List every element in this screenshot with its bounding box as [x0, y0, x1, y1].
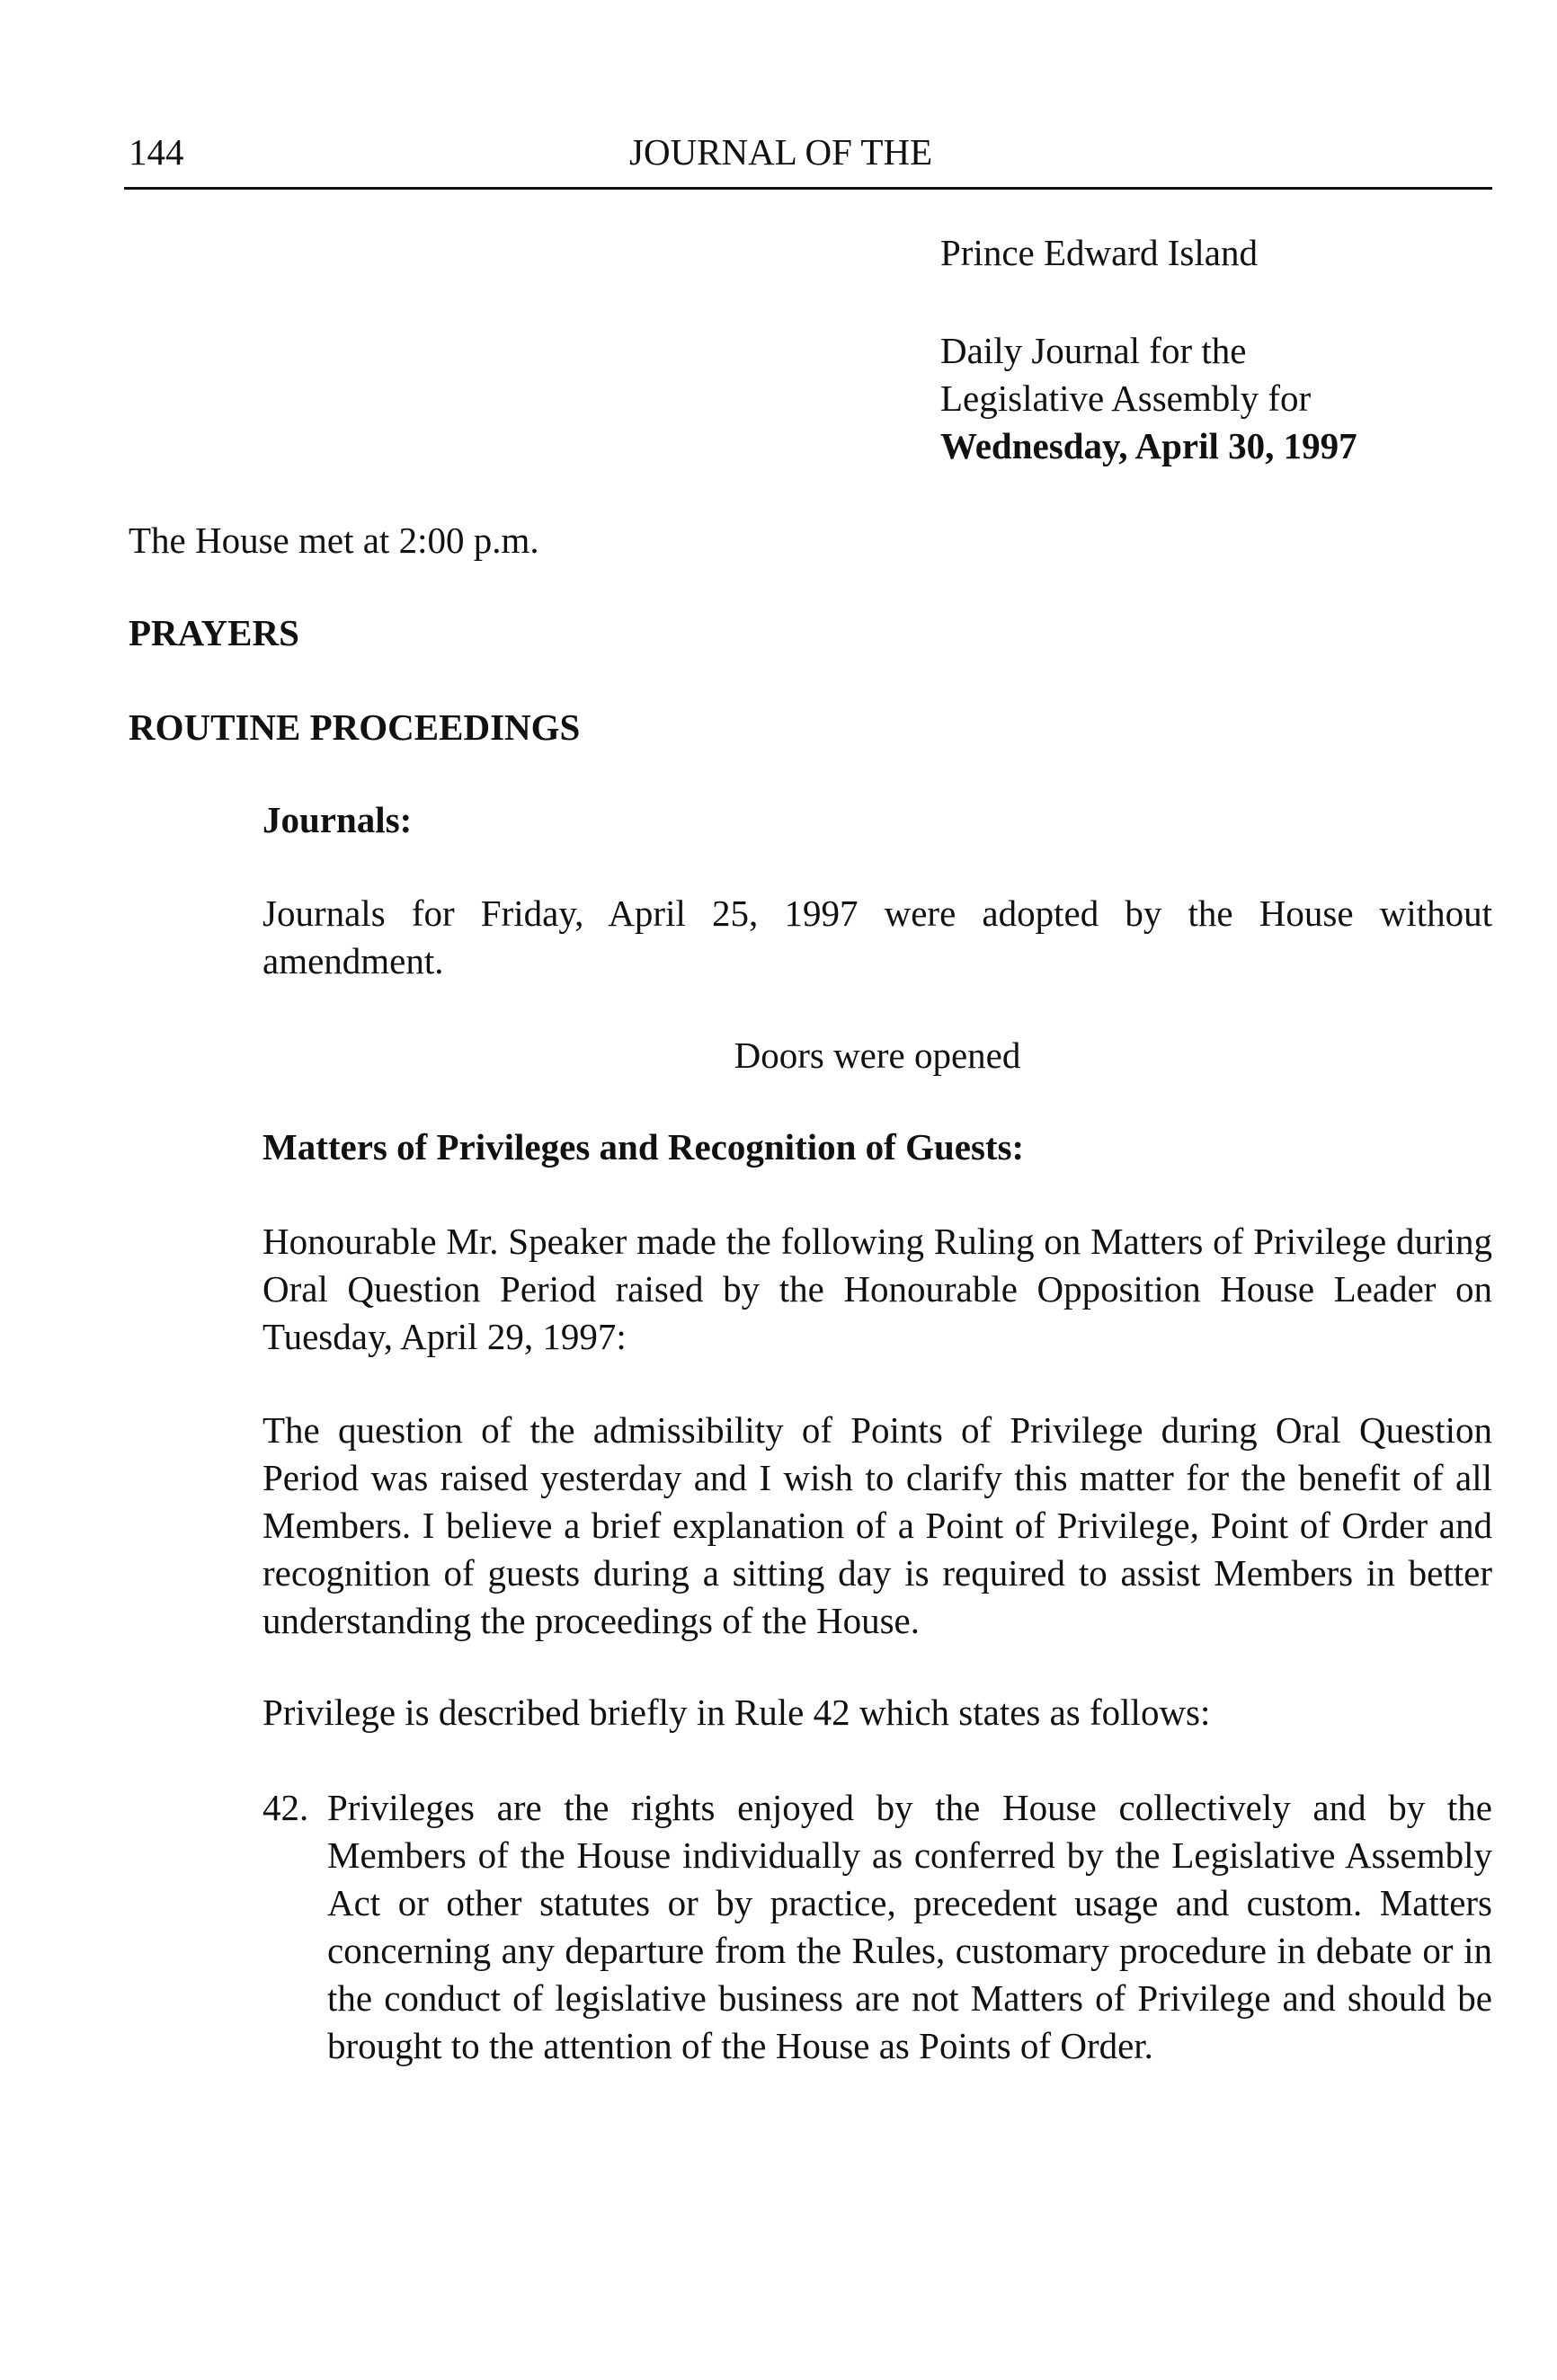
journal-title-line2: Legislative Assembly for — [940, 377, 1312, 419]
province-name: Prince Edward Island — [940, 232, 1258, 273]
journal-title-line1: Daily Journal for the — [940, 330, 1247, 371]
journals-heading: Journals: — [262, 799, 413, 840]
header-rule — [124, 187, 1492, 190]
prayers-heading: PRAYERS — [129, 612, 299, 653]
privileges-heading: Matters of Privileges and Recognition of Guests: — [262, 1126, 1025, 1168]
doors-opened-note: Doors were opened — [734, 1035, 1021, 1076]
ruling-paragraph: The question of the admissibility of Points of Privilege during Oral Question Period was raised yesterday and I wish to clarify this matter for the benefit of all Members. I believe a brief explanation of a Point of Privilege, Point of Order and recognition of guests during a sitting day is required to assist Members in better understanding the proceedings of the House. — [262, 1409, 1492, 1641]
routine-proceedings-heading: ROUTINE PROCEEDINGS — [129, 706, 581, 748]
house-met-time: The House met at 2:00 p.m. — [129, 520, 539, 561]
journal-date: Wednesday, April 30, 1997 — [940, 425, 1357, 466]
journals-adoption-text: Journals for Friday, April 25, 1997 were adopted by the House without amendment. — [262, 892, 1492, 981]
speaker-ruling-intro: Honourable Mr. Speaker made the following Ruling on Matters of Privilege during Oral Question Period raised by the Honourable Opposition House Leader on Tuesday, April 29, 1997: — [262, 1221, 1492, 1357]
running-title: JOURNAL OF THE — [629, 131, 933, 173]
rule-42-number: 42. — [262, 1787, 309, 1828]
privilege-described-text: Privilege is described briefly in Rule 42 which states as follows: — [262, 1692, 1211, 1733]
page-number: 144 — [129, 131, 184, 173]
rule-42-text: Privileges are the rights enjoyed by the House collectively and by the Members of the House individually as conferred by the Legislative Assembly Act or other statutes or by practice, precedent usage and custom. Matters concerning any departure from the Rules, customary procedure in debate or in the conduct of legislative business are not Matters of Privilege and should be brought to the attention of the House as Points of Order. — [327, 1787, 1492, 2066]
